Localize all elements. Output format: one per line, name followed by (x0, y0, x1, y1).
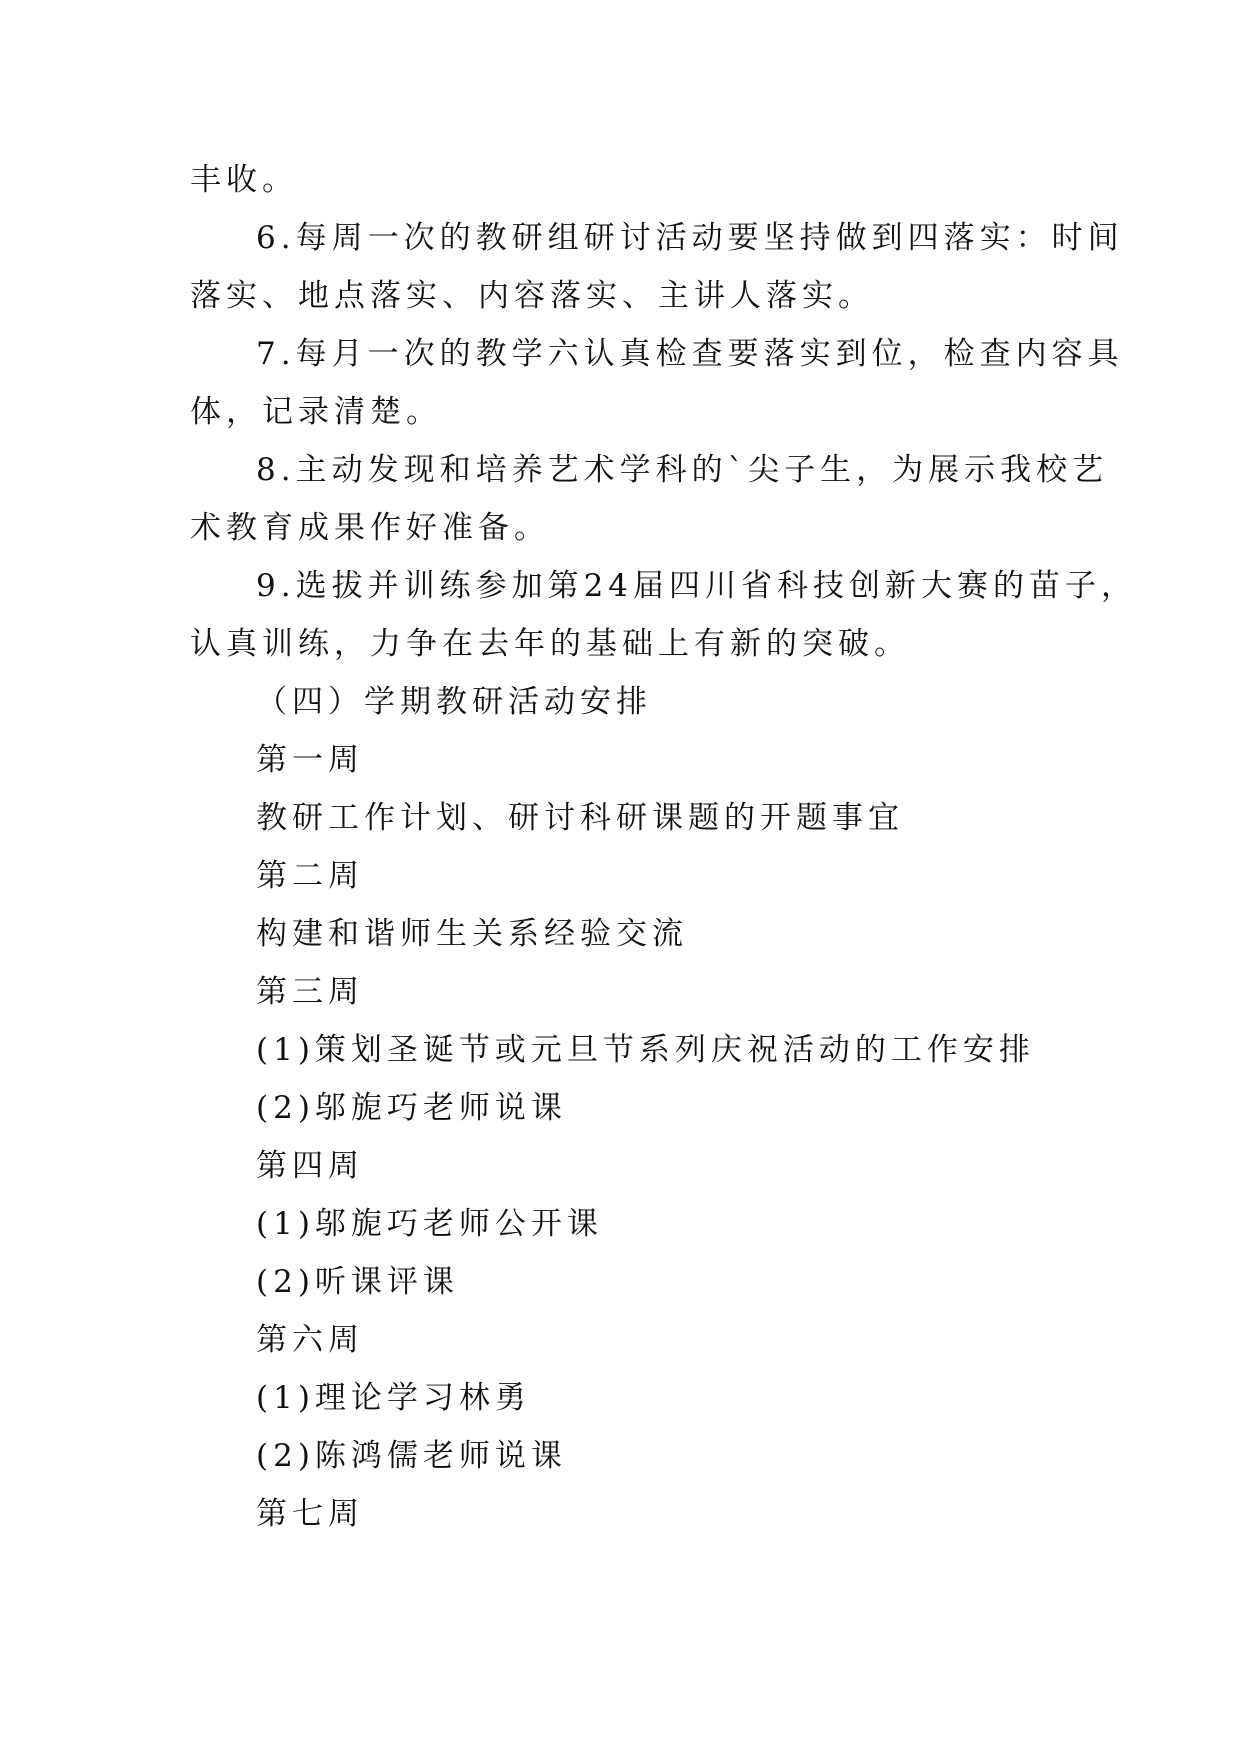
section-heading: （四）学期教研活动安排 (256, 684, 652, 720)
activity-item: (2)陈鸿儒老师说课 (256, 1438, 567, 1474)
text-line: 丰收。 (190, 162, 298, 198)
week-label: 第一周 (256, 742, 364, 778)
text-line: 术教育成果作好准备。 (190, 510, 550, 546)
activity-item: (1)理论学习林勇 (256, 1380, 531, 1416)
text-line: 体，记录清楚。 (190, 394, 442, 430)
list-item-9: 9.选拔并训练参加第24届四川省科技创新大赛的苗子， (256, 568, 1138, 604)
text-line: 落实、地点落实、内容落实、主讲人落实。 (190, 278, 874, 314)
week-label: 第四周 (256, 1148, 364, 1184)
activity-item: (2)听课评课 (256, 1264, 459, 1300)
week-label: 第三周 (256, 974, 364, 1010)
activity-item: (1)邬旎巧老师公开课 (256, 1206, 603, 1242)
week-label: 第二周 (256, 858, 364, 894)
list-item-6: 6.每周一次的教研组研讨活动要坚持做到四落实：时间 (256, 220, 1124, 256)
activity-item: 构建和谐师生关系经验交流 (256, 916, 688, 952)
week-label: 第七周 (256, 1496, 364, 1532)
activity-item: (1)策划圣诞节或元旦节系列庆祝活动的工作安排 (256, 1032, 1035, 1068)
activity-item: 教研工作计划、研讨科研课题的开题事宜 (256, 800, 904, 836)
list-item-7: 7.每月一次的教学六认真检查要落实到位，检查内容具 (256, 336, 1124, 372)
list-item-8: 8.主动发现和培养艺术学科的`尖子生，为展示我校艺 (256, 452, 1109, 488)
week-label: 第六周 (256, 1322, 364, 1358)
activity-item: (2)邬旎巧老师说课 (256, 1090, 567, 1126)
text-line: 认真训练，力争在去年的基础上有新的突破。 (190, 626, 910, 662)
